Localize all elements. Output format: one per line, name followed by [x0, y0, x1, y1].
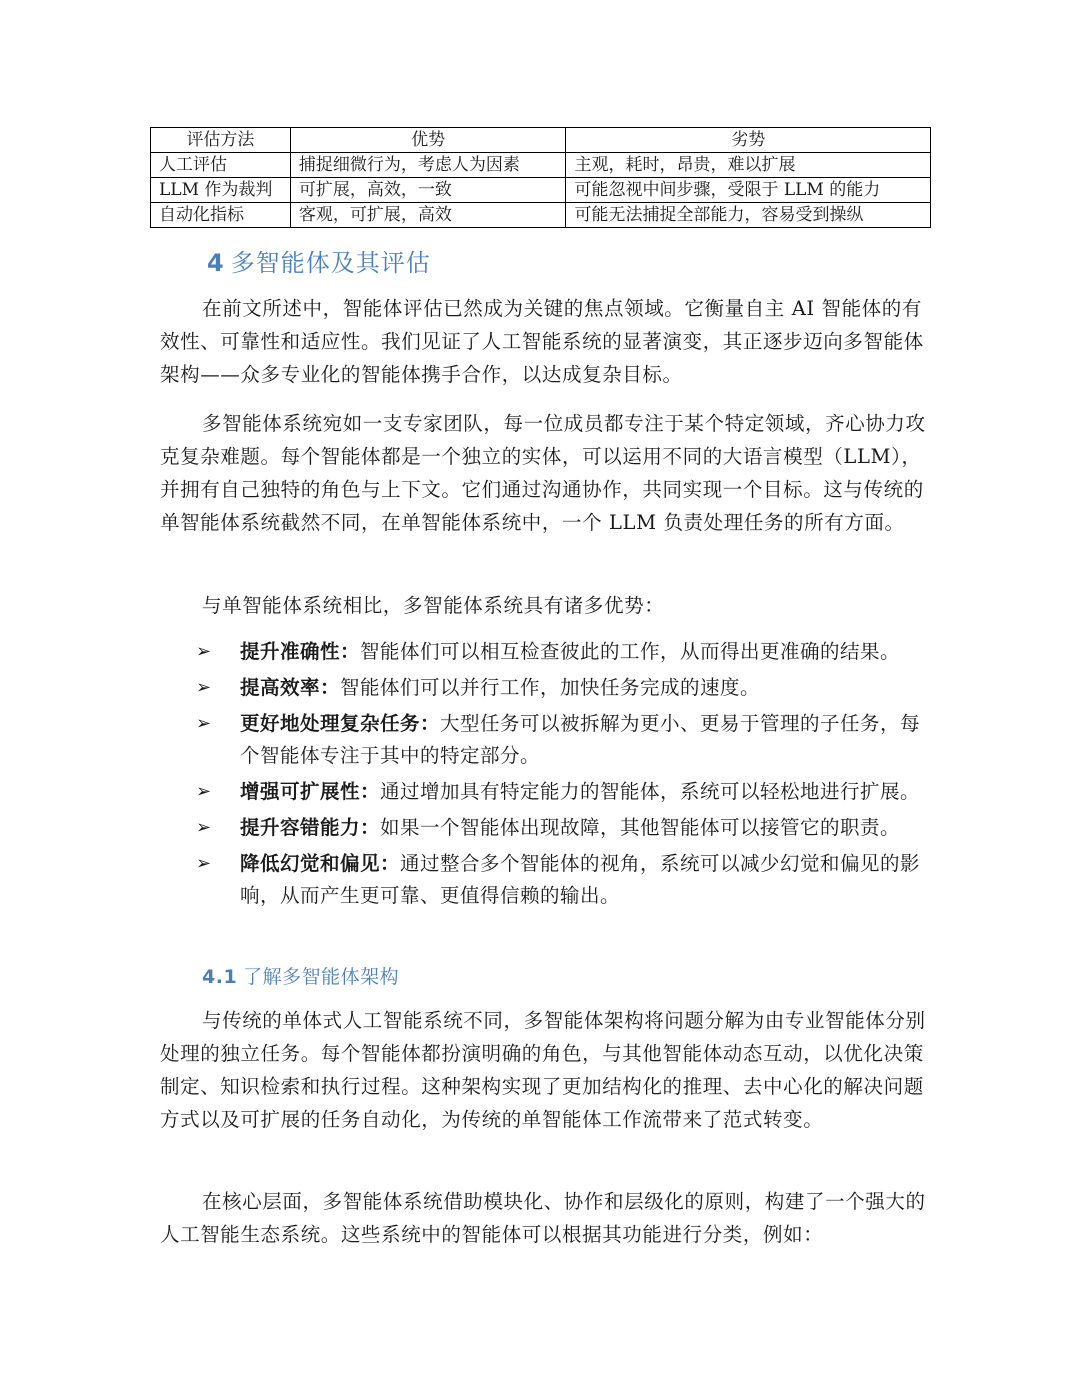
advantage-term: 提升准确性： [240, 640, 361, 663]
arrow-bullet-icon: ➢ [196, 817, 212, 838]
list-item [196, 776, 936, 808]
advantage-text: 如果一个智能体出现故障，其他智能体可以接管它的职责。 [380, 816, 901, 839]
advantages-list [196, 636, 936, 916]
advantage-text: 通过增加具有特定能力的智能体，系统可以轻松地进行扩展。 [380, 780, 921, 803]
list-item [196, 812, 936, 844]
table-cell: 人工评估 [151, 153, 291, 178]
paragraph-architecture: 与传统的单体式人工智能系统不同，多智能体架构将问题分解为由专业智能体分别处理的独立任务。每个智能体都扮演明确的角色，与其他智能体动态互动，以优化决策制定、知识检索和执行过程。这种架构实现了更加结构化的推理、去中心化的解决问题方式以及可扩展的任务自动化，为传统的单智能体工作流带来了范式转变。 [160, 1009, 926, 1131]
arrow-bullet-icon: ➢ [196, 853, 212, 874]
advantage-term: 增强可扩展性： [240, 780, 381, 803]
table-header-row [151, 128, 931, 153]
section-title: 多智能体及其评估 [230, 249, 431, 277]
subsection-number: 4.1 [202, 966, 238, 988]
table-cell: LLM 作为裁判 [151, 178, 291, 203]
paragraph-team-analogy: 多智能体系统宛如一支专家团队，每一位成员都专注于某个特定领域，齐心协力攻克复杂难题。每个智能体都是一个独立的实体，可以运用不同的大语言模型（LLM），并拥有自己独特的角色与上下文。它们通过沟通协作，共同实现一个目标。这与传统的单智能体系统截然不同，在单智能体系统中，一个 LLM 负责处理任务的所有方面。 [160, 412, 926, 534]
arrow-bullet-icon: ➢ [196, 713, 212, 734]
table-header-cell: 优势 [290, 128, 566, 153]
table-cell: 可能无法捕捉全部能力，容易受到操纵 [566, 203, 931, 228]
list-item [196, 708, 936, 772]
table-header-cell: 评估方法 [151, 128, 291, 153]
advantage-term: 更好地处理复杂任务： [240, 712, 441, 735]
list-item [196, 848, 936, 912]
arrow-bullet-icon: ➢ [196, 641, 212, 662]
advantage-term: 提升容错能力： [240, 816, 381, 839]
table-row [151, 178, 931, 203]
section-number: 4 [207, 249, 225, 277]
table-cell: 捕捉细微行为，考虑人为因素 [290, 153, 566, 178]
advantage-text: 大型任务可以被拆解为更小、更易于管理的子任务，每个智能体专注于其中的特定部分。 [240, 712, 921, 767]
list-item [196, 636, 936, 668]
subsection-heading [202, 962, 399, 989]
advantage-text: 智能体们可以并行工作，加快任务完成的速度。 [340, 676, 761, 699]
table-row [151, 153, 931, 178]
paragraph-core-level: 在核心层面，多智能体系统借助模块化、协作和层级化的原则，构建了一个强大的人工智能生态系统。这些系统中的智能体可以根据其功能进行分类，例如： [160, 1190, 926, 1246]
table-cell: 可能忽视中间步骤，受限于 LLM 的能力 [566, 178, 931, 203]
advantage-term: 提高效率： [240, 676, 341, 699]
advantage-text: 智能体们可以相互检查彼此的工作，从而得出更准确的结果。 [360, 640, 901, 663]
table-header-cell: 劣势 [566, 128, 931, 153]
table-cell: 自动化指标 [151, 203, 291, 228]
evaluation-methods-table [150, 127, 931, 228]
section-heading [207, 243, 431, 278]
arrow-bullet-icon: ➢ [196, 677, 212, 698]
arrow-bullet-icon: ➢ [196, 781, 212, 802]
paragraph-advantages-intro: 与单智能体系统相比，多智能体系统具有诸多优势： [202, 594, 665, 617]
advantage-term: 降低幻觉和偏见： [240, 852, 401, 875]
subsection-title: 了解多智能体架构 [243, 966, 400, 988]
paragraph-intro: 在前文所述中，智能体评估已然成为关键的焦点领域。它衡量自主 AI 智能体的有效性、可靠性和适应性。我们见证了人工智能系统的显著演变，其正逐步迈向多智能体架构——众多专业化的智能体携手合作，以达成复杂目标。 [160, 297, 924, 386]
list-item [196, 672, 936, 704]
table-cell: 客观，可扩展，高效 [290, 203, 566, 228]
advantage-text: 通过整合多个智能体的视角，系统可以减少幻觉和偏见的影响，从而产生更可靠、更值得信赖的输出。 [240, 852, 921, 907]
table-row [151, 203, 931, 228]
table-cell: 主观，耗时，昂贵，难以扩展 [566, 153, 931, 178]
table-cell: 可扩展，高效，一致 [290, 178, 566, 203]
